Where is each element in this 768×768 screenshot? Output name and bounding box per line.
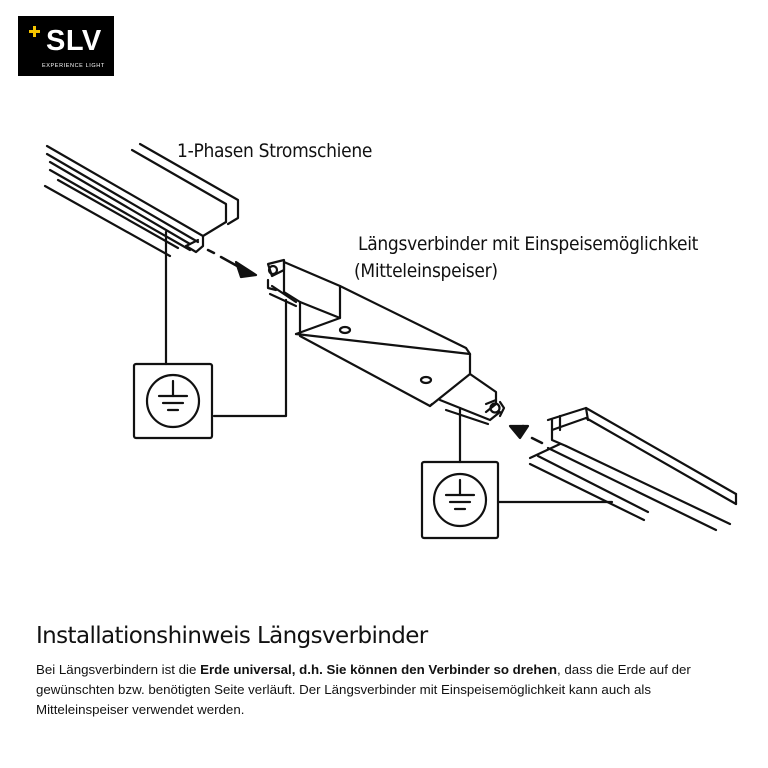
- description-bold: Erde universal, d.h. Sie können den Verbinder so drehen: [200, 662, 558, 677]
- section-description: [36, 660, 736, 720]
- slv-logo: [18, 16, 114, 76]
- section-title: Installationshinweis Längsverbinder: [36, 623, 428, 649]
- connector-label: Längsverbinder mit Einspeisemöglichkeit: [358, 233, 699, 255]
- logo-star-icon: [18, 16, 48, 46]
- right-earth-symbol-icon: [422, 462, 498, 538]
- right-track-rail: [530, 408, 736, 530]
- left-earth-symbol-icon: [134, 364, 212, 438]
- right-insertion-arrow: [510, 426, 542, 443]
- connector-sublabel: (Mitteleinspeiser): [354, 260, 498, 282]
- logo-tagline: EXPERIENCE LIGHT: [42, 63, 105, 69]
- track-label: 1-Phasen Stromschiene: [177, 140, 373, 162]
- description-part2: , dass die Erde auf der gewünschten bzw. benötigten Seite verläuft. Der Längsverbinder mit Einspeisemöglichkeit kann auch als Mitteleinspeiser verwendet werden.: [36, 662, 691, 717]
- logo-wordmark: SLV: [46, 25, 102, 57]
- left-insertion-arrow: [208, 250, 256, 277]
- installation-diagram: [0, 110, 768, 550]
- connector-body: [268, 260, 504, 424]
- connector-earth-cable: [214, 300, 286, 416]
- description-part1: Bei Längsverbindern ist die: [36, 662, 201, 677]
